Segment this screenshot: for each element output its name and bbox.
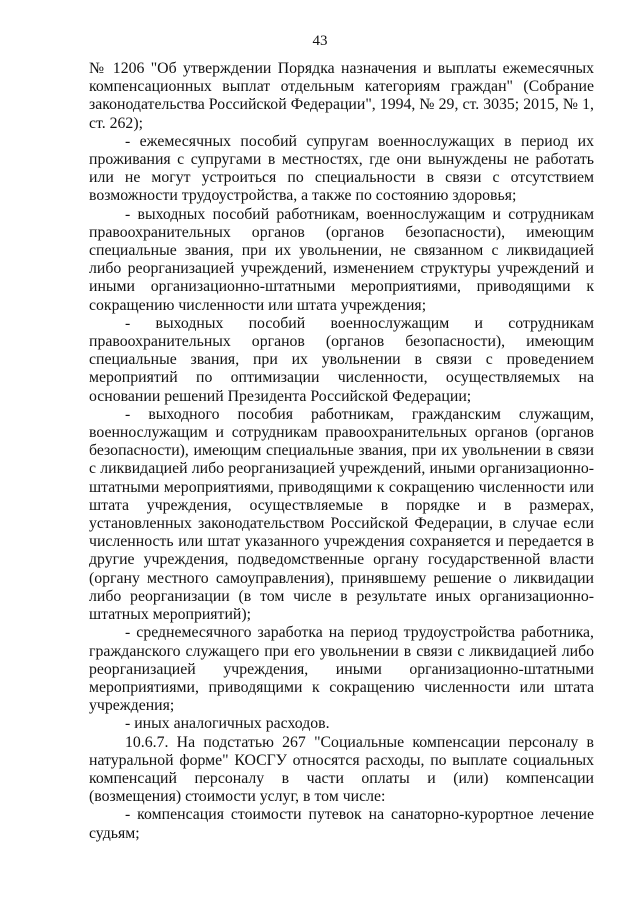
paragraph-other-expenses: - иных аналогичных расходов. [125,715,330,733]
paragraph-section-10-6-7: 10.6.7. На подстатью 267 "Социальные компенсации персоналу в натуральной форме" КОСГУ относятся расходы, по выплате социальных компенсаций персоналу в части оплаты и (или) компенсации (возмещения) стоимости услуг, в том числе: [89,733,594,806]
paragraph-severance-liquidation: - выходного пособия работникам, гражданским служащим, военнослужащим и сотрудникам правоохранительных органов (органов безопасности), имеющим специальные звания, при их увольнении в связи с ликвидацией либо реорганизацией учреждений, иными организационно-штатными мероприятиями, приводящими к сокращению численности или штата учреждения, осуществляемые в порядке и в размерах, установленных законодательством Российской Федерации, в случае если численность или штат указанного учреждения сохраняется и передается в другие учреждения, подведомственные органу государственной власти (органу местного самоуправления), принявшему решение о ликвидации либо реорганизации (в том числе в результате иных организационно-штатных мероприятий); [89,405,594,624]
paragraph-severance-optimization: - выходных пособий военнослужащим и сотрудникам правоохранительных органов (органов безопасности), имеющим специальные звания, при их увольнении в связи с проведением мероприятий по оптимизации численности, осуществляемых на основании решений Президента Российской Федерации; [89,314,594,405]
paragraph-judges-compensation: - компенсация стоимости путевок на санаторно-курортное лечение судьям; [89,806,594,842]
paragraph-average-earnings: - среднемесячного заработка на период трудоустройства работника, гражданского служащего при его увольнении в связи с ликвидацией либо реорганизацией учреждения, иными организационно-штатными мероприятиями, приводящими к сокращению численности или штата учреждения; [89,624,594,715]
document-body [89,60,594,843]
paragraph-spouse-benefits: - ежемесячных пособий супругам военнослужащих в период их проживания с супругами в местностях, где они вынуждены не работать или не могут устроиться по специальности в связи с отсутствием возможности трудоустройства, а также по состоянию здоровья; [89,132,594,205]
page-number: 43 [312,33,328,49]
paragraph-continuation: № 1206 "Об утверждении Порядка назначения и выплаты ежемесячных компенсационных выплат отдельным категориям граждан" (Собрание законодательства Российской Федерации", 1994, № 29, ст. 3035; 2015, № 1, ст. 262); [89,60,594,132]
paragraph-severance-non-liquidation: - выходных пособий работникам, военнослужащим и сотрудникам правоохранительных органов (органов безопасности), имеющим специальные звания, при их увольнении, не связанном с ликвидацией либо реорганизацией учреждений, изменением структуры учреждений и иными организационно-штатными мероприятиями, приводящими к сокращению численности или штата учреждения; [89,205,594,314]
